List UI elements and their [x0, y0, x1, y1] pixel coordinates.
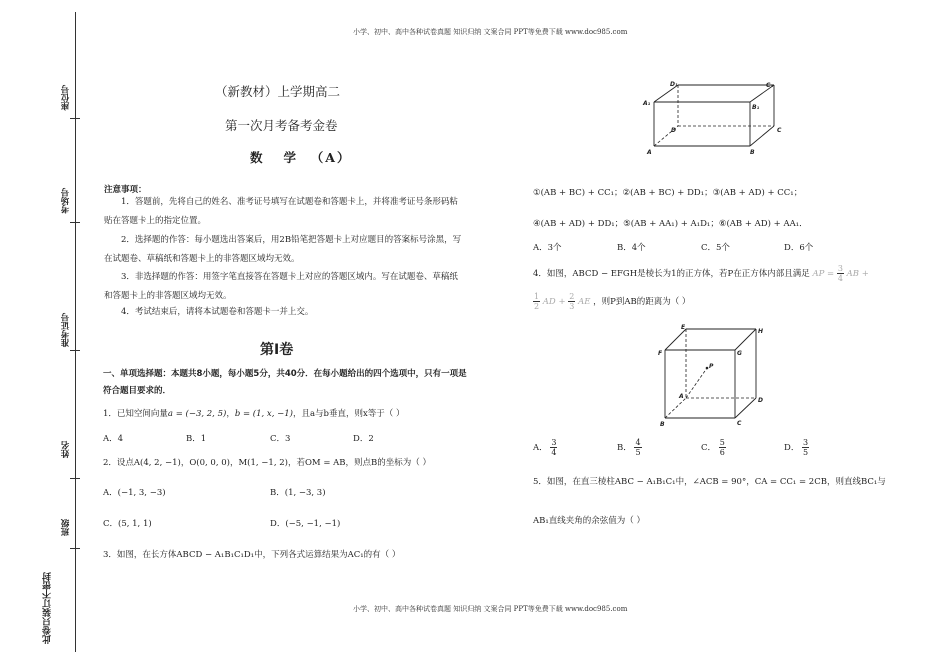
q4-formula-ae: AE — [578, 297, 591, 307]
q4-frac2-num: 1 — [534, 292, 540, 301]
fig1-label-d1: D₁ — [670, 81, 678, 88]
fig2-point-p — [706, 367, 709, 370]
ticket-label: 准考证号 — [61, 313, 71, 347]
q4-option-d-frac — [802, 438, 809, 457]
q3-option-a: A．3个 — [533, 243, 562, 253]
q3-expressions-row2: ④(AB + AD) + DD₁；⑤(AB + AA₁) + A₁D₁；⑥(AB + AD) + AA₁． — [533, 219, 808, 229]
q4-frac1-den: 4 — [837, 274, 843, 283]
fig1-label-b1: B₁ — [752, 104, 760, 111]
figure-cuboid — [640, 78, 785, 158]
room-blank — [70, 222, 80, 223]
q1-mid: ， — [226, 409, 235, 419]
q4-option-d-den: 5 — [803, 448, 809, 457]
seal-note: 此卷只装订不密封 — [43, 572, 53, 644]
q4-option-c-num: 5 — [719, 438, 725, 447]
q2-option-d: D．(−5, −1, −1) — [270, 519, 341, 529]
fig1-label-d: D — [671, 127, 676, 134]
q4-option-b — [617, 438, 642, 457]
q1-post: ，且a与b垂直，则x等于（ ） — [292, 409, 405, 419]
question-5: 5．如图，在直三棱柱ABC − A₁B₁C₁中，∠ACB = 90°，CA = CC₁ = 2CB，则直线BC₁与 — [533, 477, 886, 487]
q4-formula-ad: AD + — [542, 297, 566, 307]
q4-option-c-frac — [719, 438, 726, 457]
fig2-label-e: E — [681, 324, 686, 331]
fig2-label-f: F — [658, 350, 663, 357]
q2-option-c: C．(5, 1, 1) — [103, 519, 152, 529]
section-heading: 一、单项选择题：本题共8小题，每小题5分，共40分．在每小题给出的四个选项中，只有一项是符合题目要求的． — [103, 369, 467, 396]
q1-option-b: B．1 — [186, 434, 207, 444]
name-label: 姓名 — [61, 441, 71, 458]
exam-title-line1: （新教材）上学期高二 — [215, 84, 341, 99]
room-label: 考场号 — [61, 188, 71, 214]
q4-option-a-label: A． — [533, 443, 548, 453]
fig1-label-c: C — [777, 127, 782, 134]
fig2-label-b: B — [660, 421, 665, 428]
q3-option-d: D．6个 — [784, 243, 814, 253]
q4-option-b-den: 5 — [635, 448, 641, 457]
q4-option-d — [784, 438, 809, 457]
q1-vector-b: b = (1, x, −1) — [234, 409, 293, 419]
q4-option-b-num: 4 — [635, 438, 641, 447]
question-4 — [533, 264, 869, 283]
q4-option-a-den: 4 — [551, 448, 557, 457]
q1-option-d: D．2 — [353, 434, 374, 444]
fig2-label-p: P — [709, 363, 714, 370]
fig2-label-g: G — [737, 350, 742, 357]
q4-stem: 4．如图，ABCD − EFGH是棱长为1的正方体，若P在正方体内部且满足 — [533, 269, 810, 279]
q4-option-a-frac — [550, 438, 557, 457]
q4-frac-1-2 — [533, 292, 540, 311]
page-footer: 小学、初中、高中各种试卷真题 知识归纳 文案合同 PPT等免费下载 www.doc985.com — [353, 605, 628, 613]
question-4-cont — [533, 292, 690, 311]
notice-item-1: 1．答题前，先将自己的姓名、准考证号填写在试题卷和答题卡上，并将准考证号条形码粘贴在答题卡上的指定位置。 — [104, 197, 458, 226]
q4-option-a — [533, 438, 557, 457]
question-1 — [103, 407, 404, 419]
fig2-label-c: C — [737, 420, 742, 427]
q4-option-d-label: D． — [784, 443, 800, 453]
notice-item-3: 3．非选择题的作答：用签字笔直接答在答题卡上对应的答题区域内。写在试题卷、草稿纸和答题卡上的非答题区域均无效。 — [104, 272, 458, 301]
fig2-label-d: D — [758, 397, 763, 404]
notice-heading: 注意事项： — [104, 185, 147, 195]
q4-frac2-den: 2 — [534, 302, 540, 311]
name-blank — [70, 478, 80, 479]
part-title: 第Ⅰ卷 — [260, 342, 294, 358]
q4-option-c-den: 6 — [719, 448, 725, 457]
q4-frac3-den: 3 — [569, 302, 575, 311]
exam-title-line2: 第一次月考备考金卷 — [225, 118, 338, 133]
figure-cube — [655, 322, 770, 430]
fig1-label-b: B — [750, 149, 755, 156]
fig1-label-c1: C₁ — [766, 82, 774, 89]
ticket-blank — [70, 350, 80, 351]
page-header: 小学、初中、高中各种试卷真题 知识归纳 文案合同 PPT等免费下载 www.doc985.com — [353, 28, 628, 36]
q4-frac-2-3 — [568, 292, 575, 311]
q1-option-c: C．3 — [270, 434, 291, 444]
question-2: 2．设点A(4, 2, −1)，O(0, 0, 0)，M(1, −1, 2)，若OM = AB，则点B的坐标为（ ） — [103, 458, 431, 468]
q4-option-b-frac — [634, 438, 641, 457]
question-5-cont: AB₁直线夹角的余弦值为（ ） — [533, 516, 645, 526]
class-blank — [70, 548, 80, 549]
fig2-label-h: H — [758, 328, 764, 335]
notice-item-2: 2．选择题的作答：每小题选出答案后，用2B铅笔把答题卡上对应题目的答案标号涂黑，写在试题卷、草稿纸和答题卡上的非答题区域均无效。 — [104, 235, 462, 264]
seat-label: 座位号 — [61, 85, 71, 111]
q4-tail: ，则P到AB的距离为（ ） — [593, 297, 691, 307]
q4-formula-ap: AP = — [812, 269, 837, 279]
q3-expressions-row1: ①(AB + BC) + CC₁；②(AB + BC) + DD₁；③(AB + AD) + CC₁； — [533, 188, 803, 198]
q4-frac3-num: 2 — [569, 292, 575, 301]
exam-subject: 数 学 （A） — [250, 150, 352, 165]
class-label: 班级 — [61, 519, 71, 536]
q3-option-c: C．5个 — [701, 243, 730, 253]
question-3: 3．如图，在长方体ABCD − A₁B₁C₁D₁中，下列各式运算结果为AC₁的有（ ） — [103, 550, 401, 560]
q4-option-c-label: C． — [701, 443, 717, 453]
q1-option-a: A．4 — [103, 434, 124, 444]
q1-vector-a: a = (−3, 2, 5) — [167, 409, 227, 419]
q2-option-a: A．(−1, 3, −3) — [103, 488, 166, 498]
q4-option-c — [701, 438, 726, 457]
notice-item-4: 4．考试结束后，请将本试题卷和答题卡一并上交。 — [121, 307, 314, 317]
q4-formula-ab: AB + — [846, 269, 869, 279]
q4-option-d-num: 3 — [803, 438, 809, 447]
fig2-label-a: A — [679, 393, 684, 400]
binding-line — [75, 12, 76, 652]
fig1-label-a1: A₁ — [643, 100, 651, 107]
q4-option-b-label: B． — [617, 443, 632, 453]
q4-frac1-num: 3 — [837, 264, 843, 273]
fig1-label-a: A — [647, 149, 652, 156]
q4-frac-3-4 — [837, 264, 844, 283]
q1-pre: 1．已知空间向量 — [103, 409, 168, 419]
q3-option-b: B．4个 — [617, 243, 646, 253]
seat-blank — [70, 118, 80, 119]
q4-option-a-num: 3 — [551, 438, 557, 447]
q2-option-b: B．(1, −3, 3) — [270, 488, 326, 498]
